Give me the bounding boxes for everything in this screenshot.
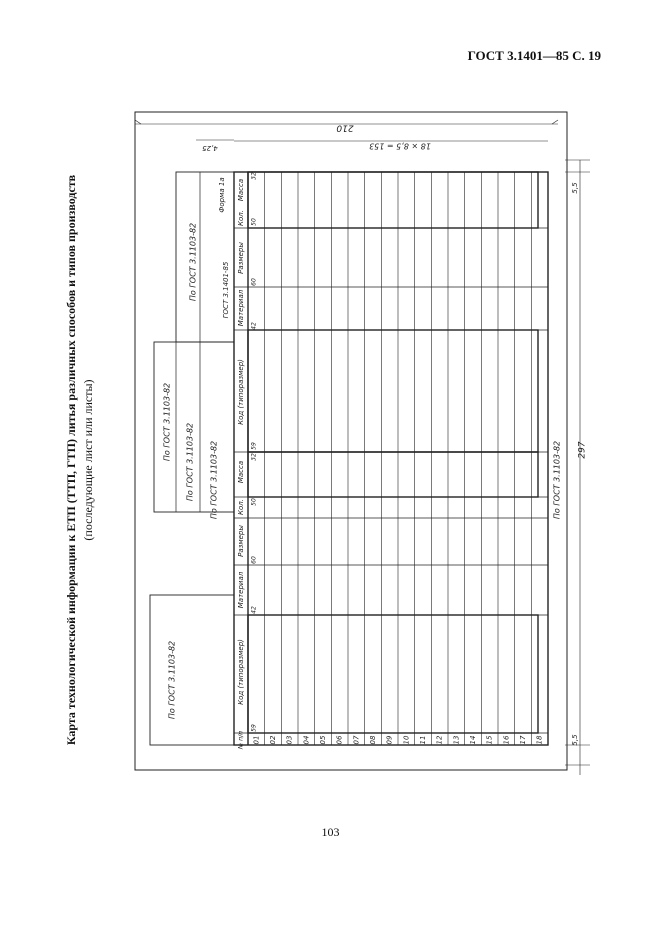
heavy-column-box <box>248 615 538 733</box>
dimension-margin-top-label: 5,5 <box>571 182 579 194</box>
dimension-height-label: 297 <box>577 441 588 459</box>
bottom-gost-ref: По ГОСТ 3.1103-82 <box>552 440 562 520</box>
page-header: ГОСТ 3.1401—85 С. 19 <box>467 48 601 63</box>
stamp-gost-ref: По ГОСТ 3.1103-82 <box>162 382 172 462</box>
heavy-column-box <box>248 172 538 228</box>
row-number: 17 <box>519 735 527 745</box>
row-number: 09 <box>385 735 394 745</box>
row-number: 05 <box>319 735 327 745</box>
row-number: 14 <box>469 735 477 745</box>
row-number: 18 <box>535 735 544 745</box>
col-size-label: Размеры <box>237 525 245 557</box>
col-material-label: Материал <box>237 289 245 327</box>
row-number: 15 <box>485 735 494 745</box>
col-material-label: Материал <box>237 571 245 609</box>
page-number: 103 <box>321 825 340 839</box>
stamp-gost-ref: По ГОСТ 3.1103-82 <box>167 640 177 720</box>
row-number: 13 <box>452 735 461 745</box>
row-number: 04 <box>302 735 311 745</box>
stamp-gost-ref: По ГОСТ 3.1103-82 <box>209 440 219 520</box>
row-number: 12 <box>435 735 444 745</box>
col-code-label: Код (типоразмер) <box>237 639 245 705</box>
width-size: 60 <box>250 556 258 564</box>
standard-label: ГОСТ 3.1401-85 <box>222 261 230 319</box>
width-qty: 50 <box>250 218 258 226</box>
col-num-label: № п/п <box>237 730 245 750</box>
row-number: 07 <box>352 735 361 745</box>
stamp-gost-ref: По ГОСТ 3.1103-82 <box>185 422 195 502</box>
width-code: 59 <box>250 724 258 732</box>
heavy-column-box <box>248 330 538 452</box>
width-mass: 32 <box>250 172 258 180</box>
heavy-column-box <box>248 452 538 497</box>
col-mass-label: Масса <box>237 460 245 484</box>
row-number: 10 <box>402 735 411 745</box>
width-material: 42 <box>250 322 258 330</box>
row-number: 16 <box>502 735 511 745</box>
arrow-mark <box>552 120 558 124</box>
form-title-line: Карта технологической информации к ЕТП (ТТП, ГТП) литья различных способов и типов производств <box>64 174 78 746</box>
stamp-gost-ref: По ГОСТ 3.1103-82 <box>188 222 198 302</box>
width-size: 60 <box>250 278 258 286</box>
col-mass-label: Масса <box>237 178 245 202</box>
row-number: 03 <box>285 735 294 745</box>
row-number: 06 <box>335 735 344 745</box>
col-size-label: Размеры <box>237 242 245 274</box>
width-mass: 32 <box>250 453 258 461</box>
row-number: 02 <box>269 735 277 745</box>
stamp-block-3 <box>150 595 234 745</box>
width-material: 42 <box>250 606 258 614</box>
row-number: 11 <box>419 735 427 745</box>
width-qty: 50 <box>250 498 258 506</box>
col-code-label: Код (типоразмер) <box>237 359 245 425</box>
col-qty-label: Кол. <box>237 499 245 515</box>
arrow-mark <box>135 120 141 124</box>
dimension-offset-label: 4,25 <box>202 144 218 152</box>
width-code: 59 <box>250 442 258 450</box>
form-label: Форма 1а <box>218 177 226 213</box>
row-number: 01 <box>252 735 261 745</box>
dimension-columns-label: 18 × 8,5 = 153 <box>369 141 431 151</box>
dimension-margin-bottom-label: 5,5 <box>571 734 579 746</box>
form-subtitle-line: (последующие лист или листы) <box>81 379 95 541</box>
dimension-width-label: 210 <box>336 122 354 133</box>
row-number: 08 <box>369 735 377 745</box>
col-qty-label: Кол. <box>237 210 245 226</box>
